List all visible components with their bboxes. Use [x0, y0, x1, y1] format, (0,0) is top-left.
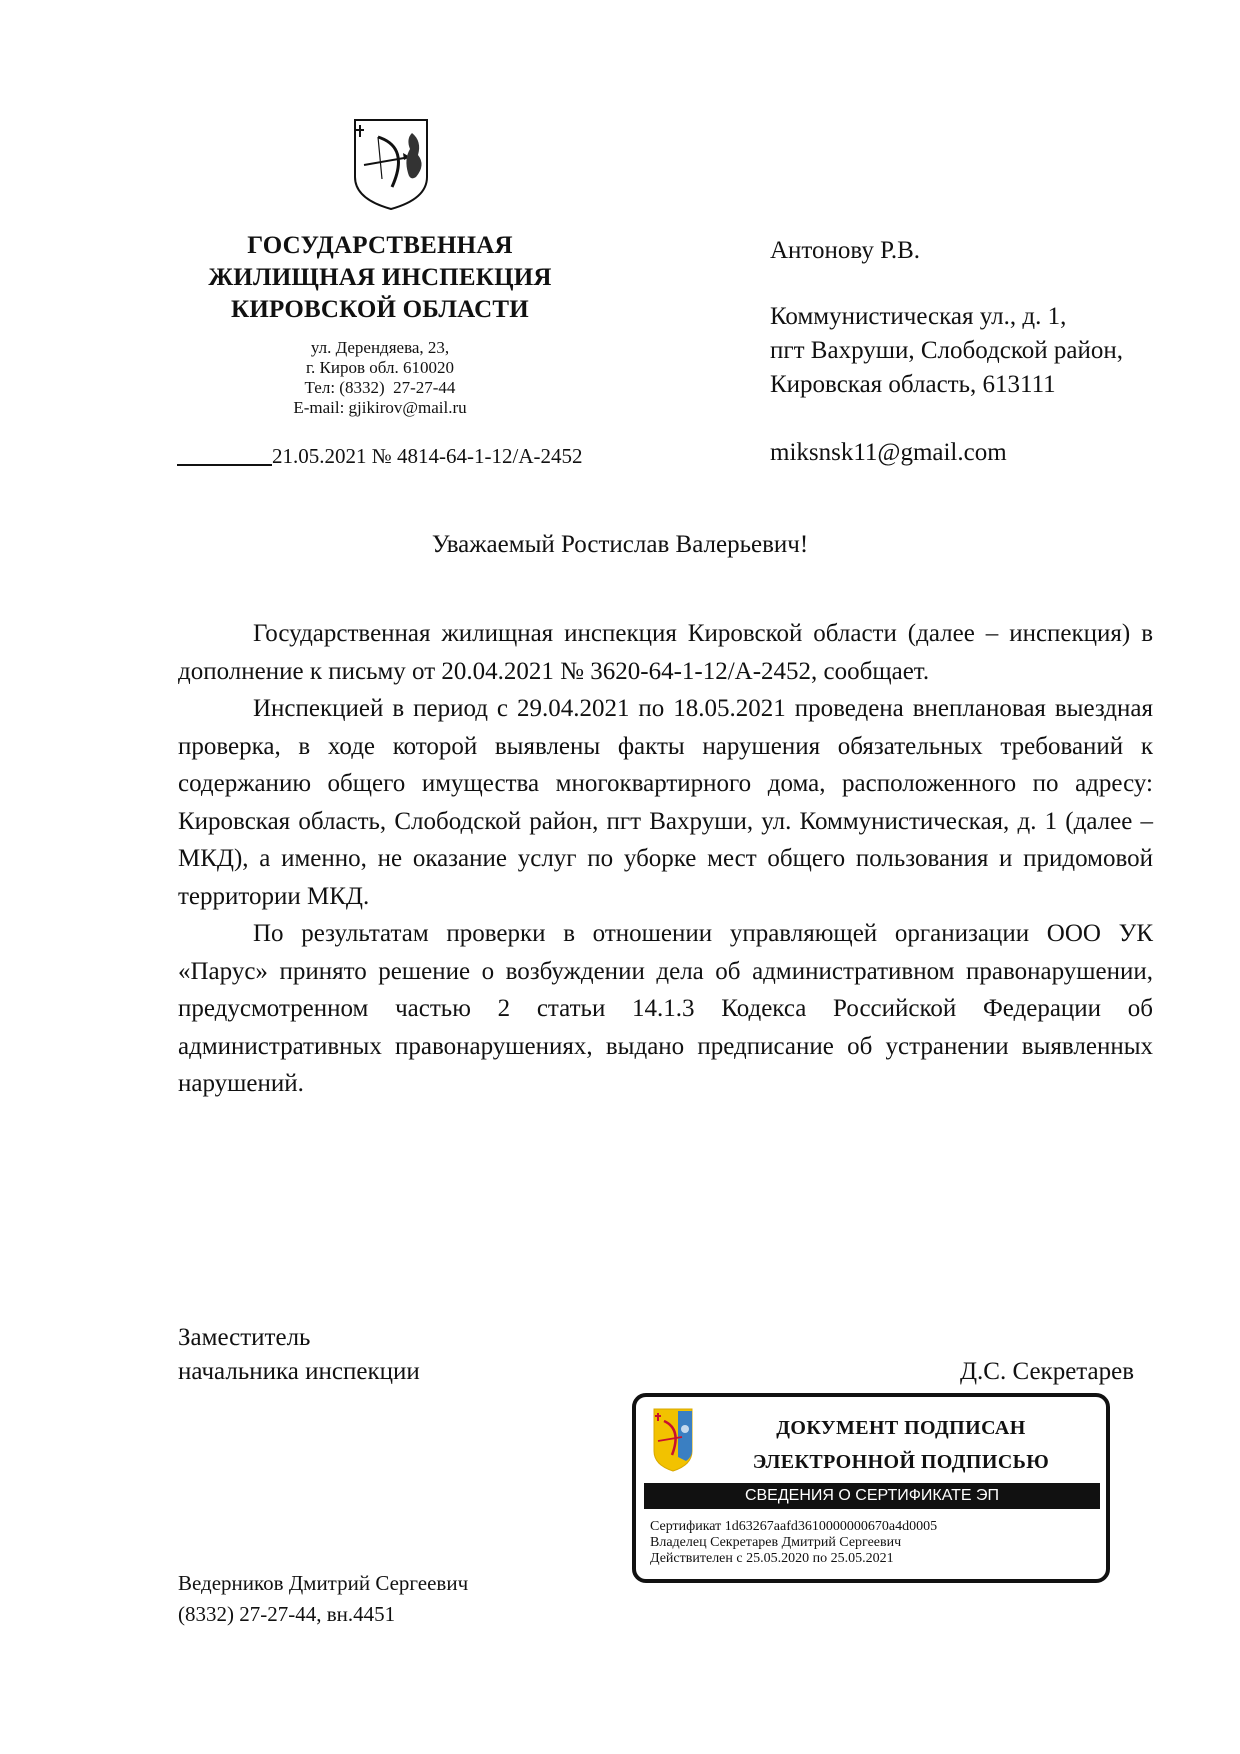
body-paragraph: Государственная жилищная инспекция Кировской области (далее – инспекция) в дополнение к письму от 20.04.2021 № 3620-64-1-12/А-2452, сообщает.	[178, 620, 1153, 685]
letterhead	[150, 230, 610, 418]
org-name-line: КИРОВСКОЙ ОБЛАСТИ	[231, 296, 529, 323]
blank-underline	[177, 464, 272, 466]
region-emblem-icon	[652, 1407, 694, 1473]
stamp-title-line: ДОКУМЕНТ ПОДПИСАН	[776, 1417, 1026, 1439]
recipient-email: miksnsk11@gmail.com	[770, 439, 1007, 466]
executor-phone: (8332) 27-27-44, вн.4451	[178, 1602, 396, 1626]
organization-name	[150, 230, 610, 326]
certificate-owner: Владелец Секретарев Дмитрий Сергеевич	[650, 1535, 902, 1550]
body-paragraph: Инспекцией в период с 29.04.2021 по 18.05.2021 проведена внеплановая выездная проверка, в ходе которой выявлены факты нарушения обязательных требований к содержанию общего имущества многоквартирного дома, расположенного по адресу: Кировская область, Слободской район, пгт Вахруши, ул. Коммунистическая, д. 1 (далее – МКД), а именно, не оказание услуг по уборке мест общего пользования и придомовой территории МКД.	[178, 695, 1153, 910]
recipient-block	[770, 234, 1123, 470]
signer-position-line: начальника инспекции	[178, 1358, 420, 1385]
certificate-number: Сертификат 1d63267aafd3610000000670a4d0005	[650, 1519, 938, 1534]
org-name-line: ЖИЛИЩНАЯ ИНСПЕКЦИЯ	[208, 264, 552, 291]
recipient-address-line: Коммунистическая ул., д. 1,	[770, 303, 1067, 330]
executor-name: Ведерников Дмитрий Сергеевич	[178, 1571, 469, 1595]
signer-position	[178, 1321, 420, 1389]
recipient-address-line: Кировская область, 613111	[770, 371, 1056, 398]
registration-line	[177, 444, 583, 469]
org-email: E-mail: gjikirov@mail.ru	[293, 398, 467, 417]
stamp-title	[706, 1411, 1096, 1479]
certificate-details	[650, 1519, 937, 1567]
e-signature-stamp	[632, 1393, 1110, 1583]
organization-address	[150, 338, 610, 418]
signer-position-line: Заместитель	[178, 1324, 311, 1351]
executor-block	[178, 1568, 468, 1630]
stamp-title-line: ЭЛЕКТРОННОЙ ПОДПИСЬЮ	[752, 1451, 1050, 1473]
signer-name: Д.С. Секретарев	[960, 1358, 1135, 1385]
letter-body	[178, 615, 1153, 1103]
certificate-validity: Действителен с 25.05.2020 по 25.05.2021	[650, 1551, 894, 1566]
registration-number: 21.05.2021 № 4814-64-1-12/А-2452	[272, 444, 583, 468]
org-address-line: ул. Дерендяева, 23,	[310, 338, 450, 357]
coat-of-arms-emblem	[352, 117, 430, 212]
salutation: Уважаемый Ростислав Валерьевич!	[431, 531, 809, 558]
recipient-name: Антонову Р.В.	[770, 237, 921, 264]
body-paragraph: По результатам проверки в отношении управляющей организации ООО УК «Парус» принято решение о возбуждении дела об административном правонарушении, предусмотренном частью 2 статьи 14.1.3 Кодекса Российской Федерации об административных правонарушениях, выдано предписание об устранении выявленных нарушений.	[178, 920, 1153, 1097]
recipient-address-line: пгт Вахруши, Слободской район,	[770, 337, 1123, 364]
org-phone: Тел: (8332) 27-27-44	[304, 378, 456, 397]
org-address-line: г. Киров обл. 610020	[306, 358, 454, 377]
org-name-line: ГОСУДАРСТВЕННАЯ	[247, 232, 513, 259]
certificate-info-bar: СВЕДЕНИЯ О СЕРТИФИКАТЕ ЭП	[644, 1483, 1100, 1509]
